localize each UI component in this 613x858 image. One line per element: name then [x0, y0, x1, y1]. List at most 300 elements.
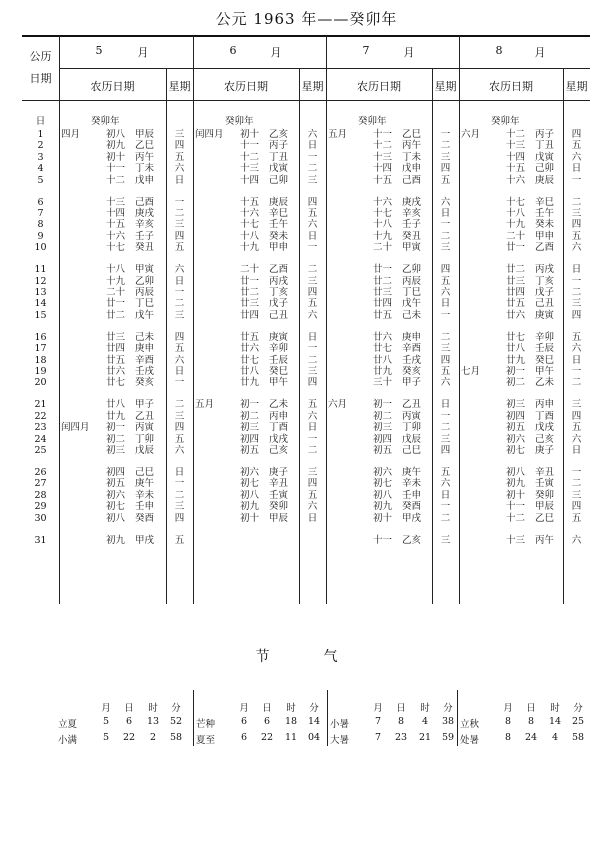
table-top-rule: [22, 35, 590, 37]
ganzhi: 癸酉: [402, 501, 422, 513]
lunar-day: 廿四: [240, 309, 260, 321]
weekday: 二: [440, 331, 451, 343]
jieqi-hour: 11: [284, 732, 298, 743]
ganzhi: 丁酉: [269, 422, 289, 434]
jieqi-month: 5: [102, 716, 110, 727]
ganzhi: 癸卯: [269, 501, 289, 513]
weekday: 二: [571, 377, 582, 389]
header-bottom-rule: [22, 100, 590, 101]
weekday: 三: [307, 275, 318, 287]
weekday: 二: [174, 489, 185, 501]
lunar-day: 初四: [106, 467, 126, 478]
ganzhi: 乙巳: [135, 140, 155, 152]
weekday: 日: [307, 512, 318, 524]
ganzhi: 乙巳: [402, 129, 422, 140]
weekday: 五: [174, 151, 185, 163]
jieqi-header: 分: [309, 703, 319, 714]
ganzhi: 丙午: [135, 151, 155, 163]
weekday: 一: [571, 366, 582, 377]
ganzhi: 乙未: [269, 399, 289, 411]
ganzhi: 己卯: [269, 174, 289, 186]
ganzhi: 甲子: [402, 377, 422, 389]
month-number: 7: [362, 44, 370, 57]
weekday: 五: [440, 366, 451, 377]
ganzhi: 丙午: [535, 534, 555, 546]
jieqi-header: 时: [550, 703, 560, 714]
ganzhi: 甲戌: [135, 534, 155, 546]
jieqi-name: 大暑: [330, 735, 350, 746]
weekday: 日: [174, 174, 185, 186]
weekday: 一: [174, 377, 185, 389]
lunar-day: 十七: [240, 219, 260, 231]
ganzhi: 丁卯: [135, 433, 155, 445]
ganzhi: 壬戌: [402, 354, 422, 366]
ganzhi: 庚寅: [535, 309, 555, 321]
weekday: 六: [174, 264, 185, 276]
weekday: 二: [440, 140, 451, 152]
ganzhi: 甲午: [535, 366, 555, 377]
ganzhi: 己未: [402, 309, 422, 321]
ganzhi: 庚申: [402, 331, 422, 343]
ganzhi: 甲午: [269, 377, 289, 389]
lunar-day: 初九: [106, 140, 126, 152]
weekday: 三: [307, 366, 318, 377]
ganzhi: 癸巳: [269, 366, 289, 377]
lunar-day: 初二: [240, 410, 260, 422]
ganzhi: 甲戌: [402, 512, 422, 524]
lunar-day: 十四: [506, 151, 526, 163]
ganzhi: 戊辰: [402, 433, 422, 445]
ganzhi: 壬申: [402, 489, 422, 501]
jieqi-day: 23: [394, 732, 408, 743]
lunar-day: 初四: [506, 410, 526, 422]
weekday: 二: [440, 512, 451, 524]
lunar-month-label: 五月: [328, 129, 348, 140]
lunar-day: 初三: [373, 422, 393, 434]
weekday: 日: [307, 422, 318, 434]
ganzhi: 乙酉: [269, 264, 289, 276]
jieqi-title: 节 气: [255, 649, 358, 665]
weekday: 五: [440, 275, 451, 287]
lunar-day: 初八: [506, 467, 526, 478]
weekday: 六: [571, 433, 582, 445]
jieqi-month: 6: [240, 732, 248, 743]
ganzhi: 庚辰: [535, 174, 555, 186]
weekday: 日: [571, 354, 582, 366]
lunar-day: 初三: [106, 445, 126, 456]
lunar-month-label: 闰四月: [195, 129, 224, 140]
ganzhi: 戊午: [402, 298, 422, 310]
lunar-month-label: 六月: [328, 399, 348, 411]
header-xingqi: 星期: [565, 80, 588, 93]
jieqi-hour: 13: [146, 716, 160, 727]
lunar-day: 廿三: [373, 287, 393, 298]
weekday: 三: [174, 219, 185, 231]
jieqi-minute: 25: [571, 716, 585, 727]
col-divider: [193, 35, 194, 604]
ganzhi: 丙戌: [535, 264, 555, 276]
jieqi-minute: 58: [169, 732, 183, 743]
header-xingqi: 星期: [434, 80, 457, 93]
ganzhi: 癸丑: [135, 242, 155, 254]
lunar-day: 廿三: [106, 331, 126, 343]
weekday: 六: [440, 196, 451, 208]
ganzhi: 己丑: [269, 309, 289, 321]
ganzhi: 己丑: [535, 298, 555, 310]
ganzhi: 壬子: [402, 219, 422, 231]
weekday: 三: [174, 309, 185, 321]
header-nongli: 农历日期: [90, 80, 135, 93]
lunar-day: 廿四: [506, 287, 526, 298]
lunar-day: 十一: [373, 129, 393, 140]
weekday: 日: [307, 140, 318, 152]
jieqi-header: 月: [101, 703, 111, 714]
jieqi-name: 芒种: [196, 719, 216, 730]
lunar-day: 初八: [373, 489, 393, 501]
ganzhi: 戊申: [135, 174, 155, 186]
weekday: 一: [440, 309, 451, 321]
jieqi-hour: 14: [548, 716, 562, 727]
ganzhi: 辛酉: [402, 343, 422, 355]
weekday: 日: [571, 264, 582, 276]
weekday: 三: [571, 298, 582, 310]
jieqi-header: 时: [420, 703, 430, 714]
jieqi-name: 小暑: [330, 719, 350, 730]
ganzhi: 丙午: [402, 140, 422, 152]
jieqi-header: 时: [148, 703, 158, 714]
weekday: 六: [307, 501, 318, 513]
ganzhi: 辛未: [135, 489, 155, 501]
ganzhi: 壬午: [269, 219, 289, 231]
weekday: 日: [174, 275, 185, 287]
lunar-day: 廿六: [506, 309, 526, 321]
lunar-day: 初三: [240, 422, 260, 434]
ganzhi: 癸酉: [135, 512, 155, 524]
lunar-day: 初八: [240, 489, 260, 501]
day-number: 21: [34, 399, 47, 411]
ganzhi: 乙巳: [535, 512, 555, 524]
day-number: 17: [34, 343, 47, 355]
weekday: 三: [440, 433, 451, 445]
weekday: 一: [571, 174, 582, 186]
weekday: 一: [307, 433, 318, 445]
weekday: 六: [174, 445, 185, 456]
ganzhi: 甲子: [135, 399, 155, 411]
weekday: 二: [174, 298, 185, 310]
ganzhi: 丙寅: [135, 422, 155, 434]
lunar-day: 十七: [506, 196, 526, 208]
col-divider: [459, 35, 460, 604]
year-ganzhi: 癸卯年: [358, 116, 387, 127]
weekday: 二: [174, 399, 185, 411]
month-number: 6: [229, 44, 237, 57]
weekday: 五: [307, 399, 318, 411]
lunar-day: 廿五: [373, 309, 393, 321]
jieqi-header: 分: [443, 703, 453, 714]
weekday: 二: [307, 264, 318, 276]
weekday: 四: [307, 196, 318, 208]
ganzhi: 戊戌: [535, 422, 555, 434]
day-number: 3: [37, 151, 44, 163]
lunar-month-label: 六月: [461, 129, 481, 140]
day-number: 30: [34, 512, 47, 524]
ganzhi: 乙丑: [402, 399, 422, 411]
lunar-month-label: 五月: [195, 399, 215, 411]
lunar-month-label: 四月: [61, 129, 81, 140]
jieqi-month: 8: [504, 732, 512, 743]
weekday: 六: [307, 309, 318, 321]
day-number: 14: [34, 298, 47, 310]
lunar-day: 初八: [106, 129, 126, 140]
lunar-day: 十七: [373, 208, 393, 219]
jieqi-header: 日: [124, 703, 134, 714]
lunar-day: 初一: [506, 366, 526, 377]
lunar-day: 初七: [240, 478, 260, 490]
jieqi-header: 日: [396, 703, 406, 714]
jieqi-month: 8: [504, 716, 512, 727]
lunar-day: 三十: [373, 377, 393, 389]
day-number: 4: [37, 163, 44, 175]
lunar-day: 初七: [506, 445, 526, 456]
jieqi-day: 8: [527, 716, 535, 727]
weekday: 四: [174, 140, 185, 152]
weekday: 六: [307, 219, 318, 231]
lunar-day: 初五: [240, 445, 260, 456]
lunar-day: 廿六: [106, 366, 126, 377]
ganzhi: 辛卯: [269, 343, 289, 355]
ganzhi: 壬寅: [269, 489, 289, 501]
ganzhi: 己未: [135, 331, 155, 343]
ganzhi: 壬午: [535, 208, 555, 219]
weekday: 二: [571, 287, 582, 298]
lunar-day: 廿二: [506, 264, 526, 276]
lunar-day: 初十: [240, 512, 260, 524]
ganzhi: 壬戌: [135, 366, 155, 377]
ganzhi: 庚午: [402, 467, 422, 478]
ganzhi: 丙辰: [402, 275, 422, 287]
ganzhi: 丁亥: [535, 275, 555, 287]
ganzhi: 辛巳: [535, 196, 555, 208]
jieqi-header: 月: [239, 703, 249, 714]
lunar-day: 十三: [373, 151, 393, 163]
lunar-day: 廿九: [506, 354, 526, 366]
lunar-day: 十二: [240, 151, 260, 163]
ganzhi: 甲申: [535, 230, 555, 242]
lunar-day: 初九: [240, 501, 260, 513]
weekday: 一: [307, 242, 318, 254]
lunar-day: 十五: [106, 219, 126, 231]
ganzhi: 癸丑: [402, 230, 422, 242]
weekday: 三: [174, 410, 185, 422]
weekday: 四: [174, 422, 185, 434]
ganzhi: 乙丑: [135, 410, 155, 422]
ganzhi: 辛丑: [535, 467, 555, 478]
day-number: 1: [37, 129, 44, 140]
weekday: 四: [571, 410, 582, 422]
ganzhi: 丙申: [269, 410, 289, 422]
lunar-day: 初六: [373, 467, 393, 478]
weekday: 五: [571, 230, 582, 242]
weekday: 六: [307, 129, 318, 140]
jieqi-minute: 04: [307, 732, 321, 743]
lunar-day: 十五: [506, 163, 526, 175]
header-gongli: 公历: [29, 50, 52, 63]
lunar-day: 十五: [373, 174, 393, 186]
weekday: 一: [571, 275, 582, 287]
weekday: 二: [571, 478, 582, 490]
lunar-day: 初六: [506, 433, 526, 445]
day-number: 23: [34, 422, 47, 434]
weekday: 五: [174, 242, 185, 254]
lunar-day: 十九: [373, 230, 393, 242]
lunar-day: 十二: [106, 174, 126, 186]
weekday: 六: [174, 354, 185, 366]
jieqi-hour: 4: [551, 732, 559, 743]
weekday: 六: [440, 478, 451, 490]
weekday: 日: [174, 467, 185, 478]
lunar-day: 二十: [240, 264, 260, 276]
weekday: 五: [440, 467, 451, 478]
lunar-day: 初七: [373, 478, 393, 490]
ganzhi: 丁丑: [535, 140, 555, 152]
lunar-day: 初四: [373, 433, 393, 445]
weekday: 三: [571, 208, 582, 219]
lunar-day: 初九: [506, 478, 526, 490]
lunar-day: 廿八: [240, 366, 260, 377]
jieqi-header: 月: [373, 703, 383, 714]
lunar-day: 十九: [106, 275, 126, 287]
lunar-day: 十三: [506, 140, 526, 152]
weekday: 日: [440, 399, 451, 411]
weekday: 六: [440, 287, 451, 298]
ganzhi: 癸亥: [135, 377, 155, 389]
lunar-day: 初三: [506, 399, 526, 411]
weekday: 日: [307, 230, 318, 242]
lunar-day: 初七: [106, 501, 126, 513]
weekday: 二: [440, 230, 451, 242]
lunar-day: 初十: [106, 151, 126, 163]
day-number: 20: [34, 377, 47, 389]
lunar-day: 廿五: [506, 298, 526, 310]
header-nongli: 农历日期: [489, 80, 533, 93]
month-number: 8: [495, 44, 503, 57]
weekday: 三: [307, 174, 318, 186]
weekday: 一: [440, 410, 451, 422]
month-unit: 月: [270, 46, 282, 59]
lunar-day: 十七: [106, 242, 126, 254]
lunar-day: 十一: [373, 534, 393, 546]
lunar-day: 廿二: [106, 309, 126, 321]
ganzhi: 乙亥: [402, 534, 422, 546]
jieqi-day: 24: [524, 732, 538, 743]
jieqi-month: 5: [102, 732, 110, 743]
lunar-day: 初一: [373, 399, 393, 411]
lunar-day: 十三: [106, 196, 126, 208]
ganzhi: 丙子: [269, 140, 289, 152]
weekday: 二: [307, 445, 318, 456]
ganzhi: 甲寅: [402, 242, 422, 254]
lunar-day: 廿一: [506, 242, 526, 254]
lunar-day: 初九: [106, 534, 126, 546]
lunar-day: 二十: [506, 230, 526, 242]
day-number: 29: [34, 501, 47, 513]
day-number: 31: [34, 534, 47, 546]
lunar-day: 廿一: [373, 264, 393, 276]
lunar-day: 十八: [240, 230, 260, 242]
weekday: 二: [307, 354, 318, 366]
lunar-day: 十二: [506, 512, 526, 524]
lunar-day: 廿九: [106, 410, 126, 422]
weekday: 三: [174, 129, 185, 140]
ganzhi: 甲辰: [535, 501, 555, 513]
header-xingqi: 星期: [168, 80, 191, 93]
lunar-day: 十三: [506, 534, 526, 546]
weekday: 一: [174, 478, 185, 490]
weekday: 六: [571, 242, 582, 254]
ganzhi: 甲辰: [269, 512, 289, 524]
weekday: 三: [307, 467, 318, 478]
lunar-day: 十八: [506, 208, 526, 219]
lunar-day: 初十: [240, 129, 260, 140]
lunar-day: 十一: [106, 163, 126, 175]
header-nongli: 农历日期: [224, 80, 268, 93]
jieqi-divider: [457, 690, 458, 746]
lunar-day: 十三: [240, 163, 260, 175]
lunar-day: 十四: [106, 208, 126, 219]
weekday: 三: [440, 151, 451, 163]
ganzhi: 戊午: [135, 309, 155, 321]
lunar-day: 十四: [240, 174, 260, 186]
lunar-day: 十六: [506, 174, 526, 186]
weekday: 二: [571, 196, 582, 208]
weekday: 日: [571, 445, 582, 456]
weekday: 四: [440, 354, 451, 366]
lunar-day: 初九: [373, 501, 393, 513]
lunar-day: 廿一: [240, 275, 260, 287]
jieqi-day: 8: [397, 716, 405, 727]
day-number: 26: [34, 467, 47, 478]
weekday: 五: [174, 433, 185, 445]
weekday: 四: [571, 309, 582, 321]
weekday: 三: [440, 242, 451, 254]
header-nongli: 农历日期: [357, 80, 401, 93]
lunar-day: 十九: [506, 219, 526, 231]
weekday: 五: [571, 331, 582, 343]
day-number: 6: [37, 196, 44, 208]
lunar-day: 初四: [240, 433, 260, 445]
lunar-day: 十五: [240, 196, 260, 208]
jieqi-month: 6: [240, 716, 248, 727]
ganzhi: 甲申: [269, 242, 289, 254]
lunar-day: 廿七: [506, 331, 526, 343]
day-number: 19: [34, 366, 47, 377]
ganzhi: 戊寅: [535, 151, 555, 163]
lunar-day: 初一: [106, 422, 126, 434]
weekday: 五: [307, 208, 318, 219]
lunar-day: 廿七: [240, 354, 260, 366]
jieqi-minute: 52: [169, 716, 183, 727]
weekday: 六: [571, 151, 582, 163]
lunar-day: 初一: [240, 399, 260, 411]
ganzhi: 壬辰: [535, 343, 555, 355]
ganzhi: 丙戌: [269, 275, 289, 287]
weekday: 二: [440, 422, 451, 434]
ganzhi: 己卯: [535, 163, 555, 175]
lunar-day: 初十: [373, 512, 393, 524]
ganzhi: 庚辰: [269, 196, 289, 208]
ganzhi: 丙寅: [402, 410, 422, 422]
weekday: 二: [174, 208, 185, 219]
